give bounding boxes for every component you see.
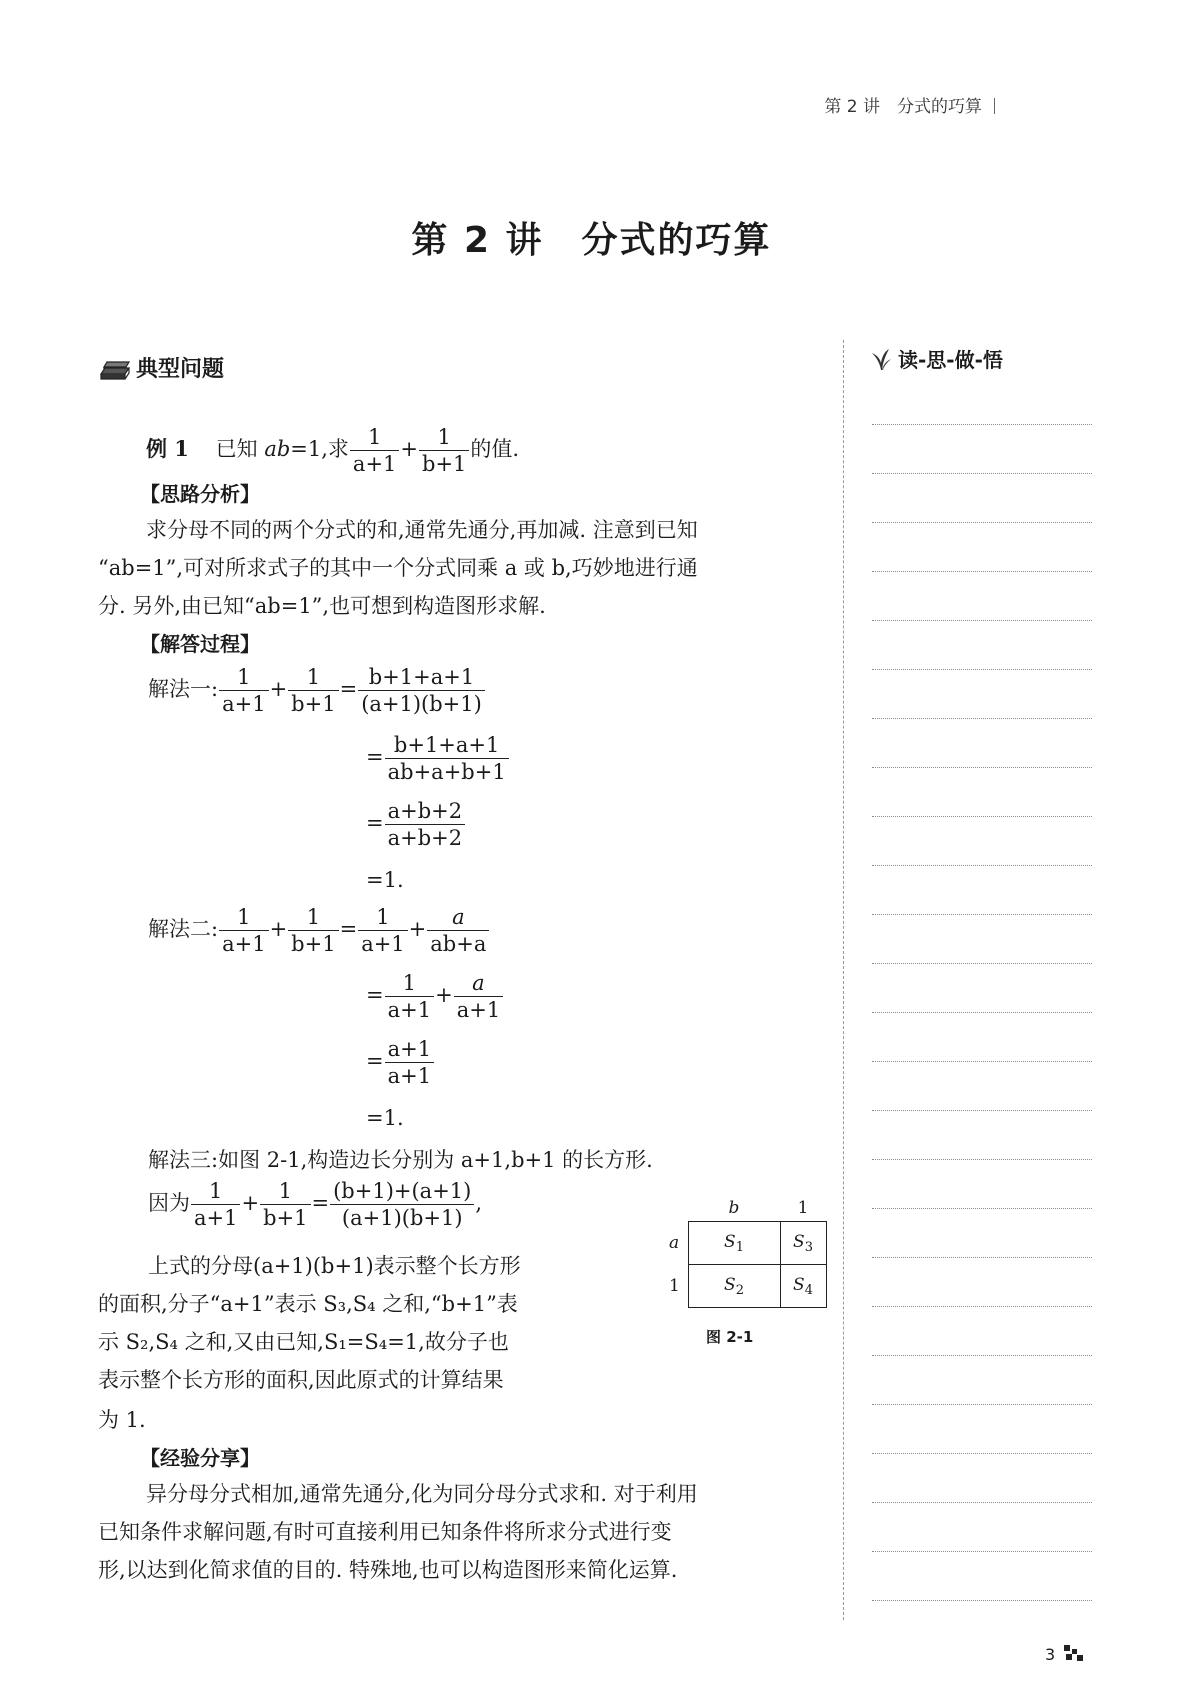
fraction: $\frac{1}{a+1}$ <box>191 1178 240 1231</box>
note-line <box>872 1159 1092 1160</box>
note-line <box>872 816 1092 817</box>
note-line <box>872 914 1092 915</box>
note-line <box>872 571 1092 572</box>
method1-line3: = $\frac{a+b+2}{a+b+2}$ <box>366 798 466 851</box>
analysis-text-1: 求分母不同的两个分式的和,通常先通分,再加减. 注意到已知 <box>146 518 698 542</box>
fraction: $\frac{1}{a+1}$ <box>219 664 268 717</box>
title-part2: 分式的巧算 <box>581 220 772 261</box>
cell-s3: $S_3$ <box>780 1222 826 1265</box>
note-line <box>872 1453 1092 1454</box>
example-label: 例 1 <box>146 436 189 461</box>
note-line <box>872 1110 1092 1111</box>
fraction: $\frac{1}{a+1}$ <box>385 970 434 1023</box>
fraction: $\frac{a}{ab+a}$ <box>427 904 489 957</box>
note-line <box>872 1600 1092 1601</box>
col-label-b: b <box>728 1198 740 1218</box>
book-stack-icon <box>98 356 132 388</box>
section-heading: 典型问题 <box>98 352 224 388</box>
fraction: $\frac{1}{a+1}$ <box>350 424 399 477</box>
method1-line1: 解法一: $\frac{1}{a+1}$ + $\frac{1}{b+1}$ = $\frac{b+1+a+1}{(a+1)(b+1)}$ <box>148 664 486 717</box>
fraction: $\frac{a+b+2}{a+b+2}$ <box>385 798 466 851</box>
note-line <box>872 963 1092 964</box>
fraction: $\frac{a+1}{a+1}$ <box>385 1036 434 1089</box>
note-line <box>872 1404 1092 1405</box>
figure-rectangle <box>668 1195 827 1308</box>
note-line <box>872 767 1092 768</box>
fraction: $\frac{1}{b+1}$ <box>288 664 338 717</box>
method3-line1: 解法三:如图 2-1,构造边长分别为 a+1,b+1 的长方形. <box>148 1148 653 1172</box>
cell-s2: $S_2$ <box>688 1265 780 1308</box>
experience-text-3: 形,以达到化简求值的目的. 特殊地,也可以构造图形来简化运算. <box>98 1558 678 1582</box>
note-line <box>872 620 1092 621</box>
fraction: $\frac{1}{b+1}$ <box>419 424 469 477</box>
method2-line3: = $\frac{a+1}{a+1}$ <box>366 1036 435 1089</box>
plant-icon <box>870 347 892 376</box>
note-line <box>872 1551 1092 1552</box>
analysis-text-3: 分. 另外,由已知“ab=1”,也可想到构造图形求解. <box>98 594 546 618</box>
fraction: $\frac{1}{b+1}$ <box>260 1178 310 1231</box>
note-line <box>872 1012 1092 1013</box>
cell-s1: $S_1$ <box>688 1222 780 1265</box>
method3-text-3: 示 S₂,S₄ 之和,又由已知,S₁=S₄=1,故分子也 <box>98 1330 509 1354</box>
experience-text-2: 已知条件求解问题,有时可直接利用已知条件将所求分式进行变 <box>98 1520 672 1544</box>
fraction: $\frac{a}{a+1}$ <box>454 970 503 1023</box>
method1-result: =1. <box>366 868 404 892</box>
note-line <box>872 1355 1092 1356</box>
note-line <box>872 669 1092 670</box>
note-line <box>872 865 1092 866</box>
method2-line1: 解法二: $\frac{1}{a+1}$ + $\frac{1}{b+1}$ = $\frac{1}{a+1}$ + $\frac{a}{ab+a}$ <box>148 904 490 957</box>
method1-line2: = $\frac{b+1+a+1}{ab+a+b+1}$ <box>366 732 510 785</box>
method3-text-2: 的面积,分子“a+1”表示 S₃,S₄ 之和,“b+1”表 <box>98 1292 518 1316</box>
method2-line2: = $\frac{1}{a+1}$ + $\frac{a}{a+1}$ <box>366 970 504 1023</box>
page-ornament-icon <box>1063 1644 1085 1666</box>
fraction: $\frac{1}{a+1}$ <box>219 904 268 957</box>
example-statement: 例 1 已知 ab=1,求 $\frac{1}{a+1}$ + $\frac{1}{b+1}$ 的值. <box>146 425 520 476</box>
method2-result: =1. <box>366 1106 404 1130</box>
note-line <box>872 424 1092 425</box>
fraction: $\frac{1}{b+1}$ <box>288 904 338 957</box>
note-line <box>872 522 1092 523</box>
fraction: $\frac{(b+1)+(a+1)}{(a+1)(b+1)}$ <box>330 1178 474 1231</box>
note-line <box>872 1257 1092 1258</box>
col-label-1: 1 <box>797 1198 809 1218</box>
analysis-text-2: “ab=1”,可对所求式子的其中一个分式同乘 a 或 b,巧妙地进行通 <box>98 556 698 580</box>
fraction: $\frac{1}{a+1}$ <box>358 904 407 957</box>
method3-text-1: 上式的分母(a+1)(b+1)表示整个长方形 <box>148 1254 521 1278</box>
analysis-heading: 【思路分析】 <box>140 482 260 506</box>
row-label-a: a <box>669 1233 680 1253</box>
figure-caption: 图 2-1 <box>706 1328 754 1346</box>
method3-equation: 因为 $\frac{1}{a+1}$ + $\frac{1}{b+1}$ = $\frac{(b+1)+(a+1)}{(a+1)(b+1)}$ , <box>148 1179 483 1230</box>
running-header: 第 2 讲 分式的巧算 <box>824 92 995 117</box>
page-number: 3 <box>1045 1645 1056 1664</box>
note-line <box>872 1306 1092 1307</box>
fraction: $\frac{b+1+a+1}{(a+1)(b+1)}$ <box>358 664 485 717</box>
experience-text-1: 异分母分式相加,通常先通分,化为同分母分式求和. 对于利用 <box>146 1482 698 1506</box>
side-note-heading: 读-思-做-悟 <box>870 344 1003 376</box>
title-part1: 第 2 讲 <box>411 220 544 261</box>
note-line <box>872 1208 1092 1209</box>
method3-text-5: 为 1. <box>98 1408 146 1432</box>
method3-text-4: 表示整个长方形的面积,因此原式的计算结果 <box>98 1368 504 1392</box>
solution-heading: 【解答过程】 <box>140 632 260 656</box>
note-line <box>872 1502 1092 1503</box>
cell-s4: $S_4$ <box>780 1265 826 1308</box>
row-label-1: 1 <box>669 1276 680 1296</box>
note-line <box>872 473 1092 474</box>
experience-heading: 【经验分享】 <box>140 1446 260 1470</box>
fraction: $\frac{b+1+a+1}{ab+a+b+1}$ <box>385 732 509 785</box>
note-line <box>872 1061 1092 1062</box>
page-title <box>0 212 1183 263</box>
note-line <box>872 718 1092 719</box>
